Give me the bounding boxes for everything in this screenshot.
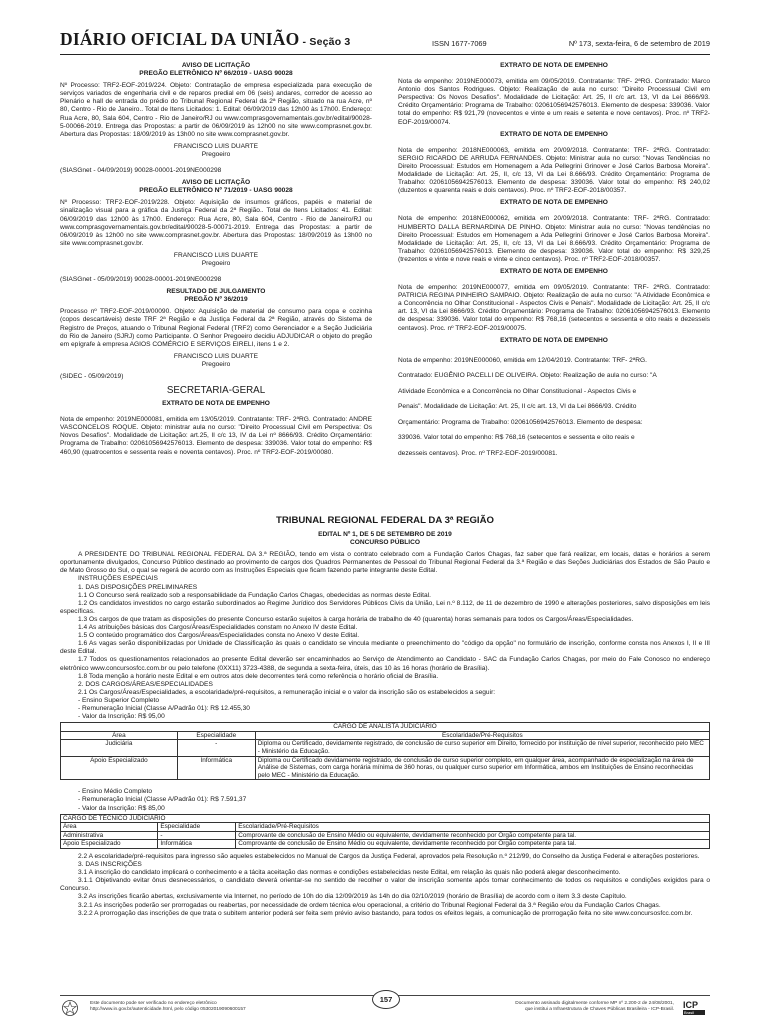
notice2-subheading: PREGÃO ELETRÔNICO Nº 71/2019 - UASG 90028 xyxy=(139,187,293,195)
extract5-line: 339036. Valor total do empenho: R$ 768,16 (setecentos e sessenta e oito reais e xyxy=(398,434,635,442)
signature-note xyxy=(515,1001,674,1013)
extract5-body xyxy=(398,353,710,462)
extract5-line: Atividade Econômica e a Concorrência no Olhar Constitucional - Aspectos Civis e xyxy=(398,387,637,395)
table-cell: Informática xyxy=(158,840,236,849)
table-header: Especialidade xyxy=(177,731,255,740)
extract4-body: Nota de empenho: 2019NE000077, emitida em 09/05/2019. Contratante: TRF- 2ªRG. Contratado: PATRICIA REGINA PINHEIRO SAMPAIO. Objeto: Realização de aula no curso: "A Atividade Econômica e a Concorrência no Olhar Constitucional - Aspectos Civis e Penais". Modalidade de Licitação: Art. 25, II c/c art. 13, VI da Lei 8666/93. Crédito Orçamentário: Programa de Trabalho: 02061056942576013. Elemento de despesa: 339036. Valor total do empenho: R$ 768,16 (setecentos e sessenta e oito reais e dezesseis centavos). Proc. nº TRF2-EOF-2019/00075. xyxy=(398,284,710,332)
publication-title xyxy=(60,29,351,49)
table-cell: Administrativa xyxy=(61,831,158,840)
analista-list-item: - Remuneração Inicial (Classe A/Padrão 01): R$ 12.455,30 xyxy=(78,704,250,712)
tecnico-list xyxy=(60,788,710,812)
edital-paragraph: 3.2.2 A prorrogação das inscrições de que trata o subitem anterior poderá ser feita sem prévio aviso bastando, para todos os efeitos legais, a comunicação de prorrogação feita no site www.concursosfcc.com.br. xyxy=(78,909,693,917)
verification-line: Este documento pode ser verificado no endereço eletrônico xyxy=(90,1001,217,1006)
trf3-edital xyxy=(60,515,710,918)
trf3-title: TRIBUNAL REGIONAL FEDERAL DA 3ª REGIÃO xyxy=(275,515,494,526)
extract5-line: Orçamentário: Programa de Trabalho: 02061056942576013. Elemento de despesa: xyxy=(398,418,643,426)
table-header: Escolaridade/Pré-Requisitos xyxy=(255,731,709,740)
extract5-line: Nota de empenho: 2019NE000060, emitida em 12/04/2019. Contratante: TRF- 2ªRG. xyxy=(398,356,648,364)
table-cell: Informática xyxy=(177,756,255,780)
table-cell: Comprovante de conclusão de Ensino Médio ou equivalente, devidamente reconhecido por Órgão competente para tal. xyxy=(236,831,710,840)
tecnico-list-item: - Remuneração Inicial (Classe A/Padrão 01): R$ 7.591,37 xyxy=(78,796,247,804)
analista-list-item: - Ensino Superior Completo xyxy=(78,696,159,704)
table-row xyxy=(61,740,710,756)
page-footer xyxy=(60,995,710,1018)
notice1-siasg: (SIASGnet - 04/09/2019) 90028-00001-2019NE000298 xyxy=(60,167,222,175)
table-cell: Apoio Especializado xyxy=(61,840,158,849)
edital-body xyxy=(60,551,710,721)
edital-paragraph: 1.8 Toda menção a horário neste Edital e em outros atos dele decorrentes terá como referência o horário oficial de Brasília. xyxy=(78,672,439,680)
extract5-line: Penais". Modalidade de Licitação: Art. 25, II c/c art. 13, VI da Lei 8666/93. Crédito xyxy=(398,403,637,411)
table-cell: Diploma ou Certificado, devidamente registrado, de conclusão de curso superior em Direito, fornecido por instituição de nível superior, reconhecido pelo MEC - Ministério da Educação. xyxy=(255,740,709,756)
table-header: Área xyxy=(61,823,158,832)
notice1-role: Pregoeiro xyxy=(201,150,231,158)
edital-paragraph: 1.6 As vagas serão disponibilizadas por Unidade de Classificação às quais o candidato se vincula mediante o preenchimento do "código da opção" no formulário de inscrição, conforme consta nos Anexos I, II e III deste Edital. xyxy=(60,640,710,656)
tecnico-table-caption: CARGO DE TÉCNICO JUDICIÁRIO xyxy=(61,814,710,823)
extract5-heading: EXTRATO DE NOTA DE EMPENHO xyxy=(500,336,608,344)
result-heading: RESULTADO DE JULGAMENTO xyxy=(166,288,266,296)
issn: ISSN 1677-7069 xyxy=(432,39,487,48)
edital-paragraph: 3.2.1 As inscrições poderão ser prorrogadas ou reabertas, por necessidade de ordem técnica e/ou operacional, a critério do Tribunal Regional Federal da 3.ª Região e/ou da Fundação Carlos Chagas. xyxy=(78,901,661,909)
table-header: Área xyxy=(61,731,178,740)
edital-paragraph: 2.2 A escolaridade/pré-requisitos para ingresso são aqueles estabelecidos no Manual de Cargos da Justiça Federal, aprovados pela Resolução n.º 212/99, do Conselho da Justiça Federal e alterações posteriores. xyxy=(78,852,700,860)
table-cell: Diploma ou Certificado devidamente registrado, de conclusão de curso superior completo, em qualquer área, acompanhado de especialização na área de Análise de Sistemas, com carga horária mínima de 360 horas, ou qualquer curso superior em Informática, ambos em Instituições de Ensino reconhecidas pelo MEC - Ministério da Educação. xyxy=(255,756,709,780)
edital-paragraph: 2.1 Os Cargos/Áreas/Especialidades, a escolaridade/pré-requisitos, a remuneração inicial e o valor da inscrição são os estabelecidos a seguir: xyxy=(78,688,496,696)
notice1-signer: FRANCISCO LUIS DUARTE xyxy=(173,142,259,150)
table-header: Escolaridade/Pré-Requisitos xyxy=(236,823,710,832)
extract5-line: Contratado: EUGÊNIO PACELLI DE OLIVEIRA. Objeto: Realização de aula no curso: "A xyxy=(398,372,657,380)
edital-paragraph: 3. DAS INSCRIÇÕES xyxy=(78,861,142,869)
edital-paragraph: 1.5 O conteúdo programático dos Cargos/Áreas/Especialidades consta no Anexo V deste Edital. xyxy=(78,632,360,640)
table-header: Especialidade xyxy=(158,823,236,832)
left-column xyxy=(60,62,372,457)
result-subheading: PREGÃO Nº 36/2019 xyxy=(184,296,248,304)
extract3-body: Nota de empenho: 2018NE000062, emitida em 20/09/2018. Contratante: TRF- 2ªRG. Contratado: HUMBERTO DALLA BERNARDINA DE PINHO. Objeto: Ministrar aula no curso: "Novas tendências no Direito Processual: Estudos em Homenagem a Ada Pellegrini Grinover e José Carlos Barbosa Moreira". Modalidade de Licitação: Art. 25, II, c/c 13, VI da Lei 8.666/93. Crédito Orçamentário: Programa de Trabalho: 02061056942576013. Elemento de despesa: 339036. Valor total do empenho: R$ 329,25 (trezentos e vinte e nove reais e vinte e cinco centavos). Proc. nº TRF2-EOF-2018/00357. xyxy=(398,215,710,263)
table-row xyxy=(61,840,710,849)
extract5-line: dezesseis centavos). Proc. nº TRF2-EOF-2019/00081. xyxy=(398,449,558,457)
edital-body-continued xyxy=(60,853,710,918)
edital-paragraph: 3.1.1 Objetivando evitar ônus desnecessários, o candidato deverá orientar-se no sentido de recolher o valor de inscrição somente após tomar conhecimento de todos os requisitos e condições exigidos para o Concurso. xyxy=(60,877,710,893)
issue-date: Nº 173, sexta-feira, 6 de setembro de 2019 xyxy=(568,39,710,48)
tecnico-table xyxy=(60,814,710,849)
tecnico-list-item: - Valor da Inscrição: R$ 85,00 xyxy=(78,804,165,812)
secretaria-title: SECRETARIA-GERAL xyxy=(166,385,266,397)
title-text: DIÁRIO OFICIAL DA UNIÃO xyxy=(60,29,300,49)
coat-of-arms-icon xyxy=(60,999,80,1017)
edital-paragraph: 3.1 A inscrição do candidato implicará o conhecimento e a tácita aceitação das normas e condições estabelecidas neste Edital, em relação às quais não poderá alegar desconhecimento. xyxy=(78,869,621,877)
extract3-heading: EXTRATO DE NOTA DE EMPENHO xyxy=(500,199,608,207)
extract2-body: Nota de empenho: 2018NE000063, emitida em 20/09/2018. Contratante: TRF- 2ªRG. Contratado: SERGIO RICARDO DE ARRUDA FERNANDES. Objeto: Ministrar aula no curso: "Novas Tendências no Direito Processual: Estudos em Homenagem a Ada Pellegrini Grinover e José Carlos Barbosa Moreira". Modalidade de Licitação: Art. 25, II, c/c 13, VI da Lei 8.666/93. Crédito Orçamentário: Programa de Trabalho: 02061056942576013. Elemento de despesa: 339036. Valor total do empenho: R$ 240,02 (duzentos e quarenta reais e dois centavos). Proc. nº TRF2-EOF-2018/00357. xyxy=(398,146,710,195)
icp-brasil-logo xyxy=(682,998,710,1018)
notice2-signer: FRANCISCO LUIS DUARTE xyxy=(173,251,259,259)
notice1-body: Nº Processo: TRF2-EOF-2019/224. Objeto: Contratação de empresa especializada para execução de serviços variados de engenharia civil e de reparos predial em 06 (seis) andares, corredor de acesso ao Plenário e hall de entrada do prédio do Tribunal Regional Federal da 2ª Região, situado na rua Acre, nº 80, Centro - Rio de Janeiro.. Total de Itens Licitados: 1. Edital: 06/09/2019 das 12h00 às 17h00. Endereço: Rua Acre, 80, Sala 604, Centro - Rio de Janeiro/RJ ou www.comprasgovernamentais.gov.br/edital/90028-5-00066-2019. Entrega das Propostas: a partir de 06/09/2019 às 12h00 no site www.comprasnet.gov.br. Abertura das Propostas: 18/09/2019 às 13h00 no site www.comprasnet.gov.br. xyxy=(60,82,372,138)
analista-table-caption: CARGO DE ANALISTA JUDICIÁRIO xyxy=(61,723,710,732)
extract2-heading: EXTRATO DE NOTA DE EMPENHO xyxy=(500,130,608,138)
table-row xyxy=(61,831,710,840)
analista-table xyxy=(60,722,710,780)
signature-line: Documento assinado digitalmente conforme MP nº 2.200-2 de 24/08/2001, xyxy=(515,1001,674,1006)
svg-text:Brasil: Brasil xyxy=(684,1010,695,1016)
notice2-body: Nº Processo: TRF2-EOF-2019/228. Objeto: Aquisição de insumos gráficos, papéis e material de sinalização visual para a gráfica da Justiça Federal da 2ª Região.. Total de Itens Licitados: 41. Edital: 06/09/2019 das 12h00 às 17h00. Endereço: Rua Acre, 80, Sala 604, Centro - Rio de Janeiro/RJ ou www.comprasgovernamentais.gov.br/edital/90028-5-00071-2019. Entrega das Propostas: a partir de 06/09/2019 às 12h00 no site www.comprasnet.gov.br. Abertura das Propostas: 18/09/2019 às 13h00 no site www.comprasnet.gov.br. xyxy=(60,199,372,247)
edital-paragraph: 2. DOS CARGOS/ÁREAS/ESPECIALIDADES xyxy=(78,680,213,688)
result-role: Pregoeiro xyxy=(201,360,231,368)
result-body: Processo nº TRF2-EOF-2019/00090. Objeto: Aquisição de material de consumo para copa e cozinha (copos descartáveis) deste TRF 2ª Região e da Justiça Federal da 2ª Região, através do Sistema de Registro de Preços, atuando o Tribunal Regional Federal (TRF2) como Gerenciador e a Seção Judiciária do Rio de Janeiro (SJRJ) como Participante. O Senhor Pregoeiro decidiu ADJUDICAR o objeto do pregão em epígrafe à empresa AGIOS COMÉRCIO E SERVIÇOS EIRELI, itens 1 e 2. xyxy=(60,308,372,348)
notice2-role: Pregoeiro xyxy=(201,259,231,267)
edital-subheading: CONCURSO PÚBLICO xyxy=(350,539,420,547)
extract1-heading: EXTRATO DE NOTA DE EMPENHO xyxy=(500,62,608,69)
verification-url[interactable]: http://www.in.gov.br/autenticidade.html, pelo código 05302019090600157 xyxy=(90,1007,246,1012)
svg-text:ICP: ICP xyxy=(683,1000,699,1010)
notice2-heading: AVISO DE LICITAÇÃO xyxy=(181,179,251,187)
extract4-heading: EXTRATO DE NOTA DE EMPENHO xyxy=(500,267,608,275)
analista-list-item: - Valor da Inscrição: R$ 95,00 xyxy=(78,713,165,721)
notice1-subheading: PREGÃO ELETRÔNICO Nº 66/2019 - UASG 90028 xyxy=(139,70,293,78)
edital-paragraph: 1.2 Os candidatos investidos no cargo estarão subordinados ao Regime Jurídico dos Servidores Públicos Civis da União, Lei n.º 8.112, de 11 de dezembro de 1990 e alterações posteriores, salvo disposições em leis específicas. xyxy=(60,599,710,615)
right-column xyxy=(398,62,710,461)
extract0-body: Nota de empenho: 2019NE000081, emitida em 13/05/2019. Contratante: TRF- 2ªRG. Contratado: ANDRE VASCONCELOS ROQUE. Objeto: ministrar aula no curso: "Direito Processual Civil em Perspectiva: Os Novos Desafios". Modalidade de Licitação: art.25, II c/c 13, IV da Lei nº 8666/93. Crédito Orçamentário: Programa de Trabalho: 02061056942576013. Elemento de despesa: 339036. Valor total do empenho: R$ 460,90 (quatrocentos e sessenta reais e noventa centavos). Proc. nº TRF2-EOF-2019/00080. xyxy=(60,416,372,456)
edital-heading: EDITAL Nº 1, DE 5 DE SETEMBRO DE 2019 xyxy=(318,531,452,538)
table-cell: Judiciária xyxy=(61,740,178,756)
page-number: 157 xyxy=(372,990,400,1009)
signature-line: que institui a Infraestrutura de Chaves Públicas Brasileira - ICP-Brasil. xyxy=(524,1007,674,1012)
extract1-body: Nota de empenho: 2019NE000073, emitida em 09/05/2019. Contratante: TRF- 2ªRG. Contratado: Marco Antonio dos Santos Rodrigues. Objeto: Realização de aula no curso: "Direito Processual Civil em Perspectiva: Os Novos Desafios". Modalidade de Licitação: Art. 25, II c/c art. 13, VI da Lei 8666/93. Crédito Orçamentário: Programa de Trabalho: 02061056942576013. Elemento de despesa: 339036. Valor total do empenho: R$ 921,79 (novecentos e vinte e um reais e setenta e nove centavos). Proc. nº TRF2-EOF-2019/00074. xyxy=(398,78,710,126)
table-cell: Apoio Especializado xyxy=(61,756,178,780)
result-signer: FRANCISCO LUIS DUARTE xyxy=(173,352,259,360)
edital-paragraph: INSTRUÇÕES ESPECIAIS xyxy=(78,575,158,583)
edital-paragraph: 1.4 As atribuições básicas dos Cargos/Áreas/Especialidades constam no Anexo IV deste Edital. xyxy=(78,624,358,632)
table-cell: - xyxy=(177,740,255,756)
notice2-siasg: (SIASGnet - 05/09/2019) 90028-00001-2019NE000298 xyxy=(60,276,222,284)
edital-paragraph: 1. DAS DISPOSIÇÕES PRELIMINARES xyxy=(78,583,198,591)
extract0-heading: EXTRATO DE NOTA DE EMPENHO xyxy=(162,400,270,408)
verification-note xyxy=(90,1001,246,1013)
edital-paragraph: A PRESIDENTE DO TRIBUNAL REGIONAL FEDERAL DA 3.ª REGIÃO, tendo em vista o contrato celebrado com a Fundação Carlos Chagas, faz saber que fará realizar, em locais, datas e horários a serem oportunamente divulgados, Concurso Público destinado ao provimento de cargos dos Quadros Permanentes de Pessoal do Tribunal Regional Federal da 3.ª Região e das Seções Judiciárias dos Estados de São Paulo e de Mato Grosso do Sul, o qual se regerá de acordo com as Instruções Especiais que ficam fazendo parte integrante deste Edital. xyxy=(60,551,710,575)
edital-paragraph: 1.7 Todos os questionamentos relacionados ao presente Edital deverão ser encaminhados ao Serviço de Atendimento ao Candidato - SAC da Fundação Carlos Chagas, por meio do Fale Conosco no endereço eletrônico www.concursosfcc.com.br ou pelo telefone (0XX11) 3723-4388, de segunda a sexta-feira, úteis, das 10 às 16 horas (horário de Brasília). xyxy=(60,656,710,672)
edital-paragraph: 3.2 As inscrições ficarão abertas, exclusivamente via Internet, no período de 10h do dia 12/09/2019 às 14h do dia 02/10/2019 (horário de Brasília) de acordo com o item 3.3 deste Capítulo. xyxy=(78,893,627,901)
page-header xyxy=(60,29,710,55)
table-row xyxy=(61,756,710,780)
edital-paragraph: 1.3 Os cargos de que tratam as disposições do presente Concurso estarão sujeitos à carga horária de trabalho de 40 (quarenta) horas semanais para todos os Cargos/Áreas/Especialidades. xyxy=(78,615,634,623)
section-label: - Seção 3 xyxy=(299,36,351,48)
notice1-heading: AVISO DE LICITAÇÃO xyxy=(181,62,251,69)
table-cell: Comprovante de conclusão de Ensino Médio ou equivalente, devidamente reconhecido por Órgão competente para tal. xyxy=(236,840,710,849)
tecnico-list-item: - Ensino Médio Completo xyxy=(78,788,153,796)
result-sidec: (SIDEC - 05/09/2019) xyxy=(60,373,124,380)
table-cell: - xyxy=(158,831,236,840)
edital-paragraph: 1.1 O Concurso será realizado sob a responsabilidade da Fundação Carlos Chagas, obedecidas as normas deste Edital. xyxy=(78,591,431,599)
